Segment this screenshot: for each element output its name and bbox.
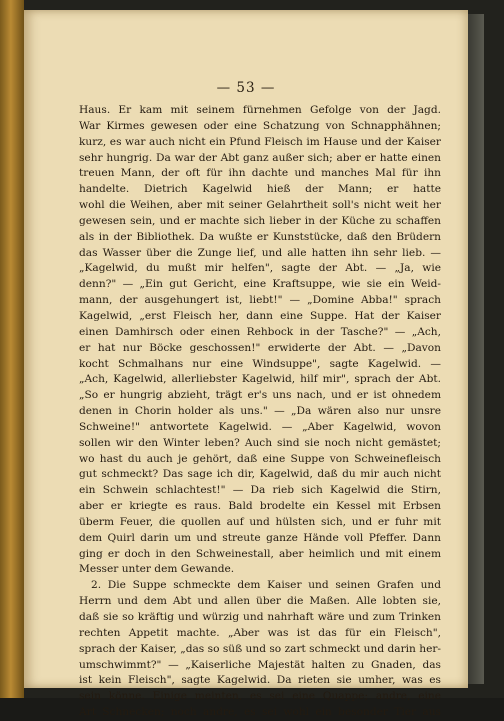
book-cover-edge: [0, 0, 24, 698]
paragraph-2: [79, 578, 441, 721]
text-line: ist kein Fleisch", sagte Kagelwid. Da rieten sie umher, was es: [79, 674, 441, 687]
text-line: Herrn und dem Abt und allen über die Maßen. Alle lobten sie,: [79, 595, 441, 608]
text-line: ein Schwein schlachtest!" — Da rieb sich Kagelwid die Stirn,: [79, 484, 441, 497]
text-line: wohl die Weihen, aber mit seiner Gelahrtheit soll's nicht weit her: [79, 199, 441, 212]
text-line: „Kagelwid, du mußt mir helfen", sagte der Abt. — „Ja, wie: [79, 262, 441, 275]
text-line: Kagelwid, „erst Fleisch her, dann eine Suppe. Hat der Kaiser: [79, 309, 441, 322]
text-line: treuen Mann, der oft für ihn dachte und manches Mal für ihn: [79, 167, 441, 180]
text-line: einen Damhirsch oder einen Rehbock in der Tasche?" — „Ach,: [79, 325, 441, 338]
text-line: sollen wir den Winter leben? Auch sind sie noch nicht gemästet;: [79, 436, 441, 449]
text-line: wo hast du auch je gehört, daß eine Suppe von Schweinefleisch: [79, 452, 441, 465]
text-line: kocht Schmalhans nur eine Windsuppe", sagte Kagelwid. —: [79, 357, 441, 370]
book-right-edge: [468, 14, 484, 684]
text-line: gewesen sein, und er machte sich lieber in der Küche zu schaffen: [79, 214, 441, 227]
text-line: Art Schnecken; noch andre, es sei wohl ein besonder Tier aus: [79, 706, 441, 719]
text-line: das Wasser über die Zunge lief, und alle hatten ihn sehr lieb. —: [79, 246, 441, 259]
text-line: sein könne. Einige meinten, es sei eine Quappe; andre, eine: [79, 690, 441, 703]
text-line: überm Feuer, die quollen auf und hülsten sich, und er fuhr mit: [79, 515, 441, 528]
text-line: dem Quirl darin um und streute ganze Hände voll Pfeffer. Dann: [79, 531, 441, 544]
paragraph-1: [79, 103, 441, 578]
text-line: denn?" — „Ein gut Gericht, eine Kraftsuppe, wie sie ein Weid-: [79, 278, 441, 291]
text-line: „So er hungrig abzieht, trägt er's uns nach, und er ist ohnedem: [79, 389, 441, 402]
text-line: sprach der Kaiser, „das so süß und so zart schmeckt und darin her-: [79, 642, 441, 655]
text-line: kurz, es war auch nicht ein Pfund Fleisch im Hause und der Kaiser: [79, 135, 441, 148]
page-number: — 53 —: [216, 80, 276, 96]
text-line: daß sie so kräftig und würzig und nahrhaft wäre und zum Trinken: [79, 611, 441, 623]
text-line: Haus. Er kam mit seinem fürnehmen Gefolge von der Jagd.: [79, 104, 441, 116]
text-line: ging er doch in den Schweinestall, aber heimlich und mit einem: [79, 547, 441, 560]
text-line: er hat nur Böcke geschossen!" erwiderte der Abt. — „Davon: [79, 341, 441, 354]
text-line: „Ach, Kagelwid, allerliebster Kagelwid, hilf mir", sprach der Abt.: [79, 373, 441, 386]
page-body: [79, 103, 441, 721]
text-line: mann, der ausgehungert ist, liebt!" — „Domine Abba!" sprach: [79, 294, 441, 307]
book-page: [24, 10, 468, 719]
text-line: 2. Die Suppe schmeckte dem Kaiser und seinen Grafen und: [91, 579, 441, 592]
text-line: sehr hungrig. Da war der Abt ganz außer sich; aber er hatte einen: [79, 151, 441, 164]
text-line: aber er kriegte es raus. Bald brodelte ein Kessel mit Erbsen: [79, 500, 441, 513]
text-line: umschwimmt?" — „Kaiserliche Majestät halten zu Gnaden, das: [79, 658, 441, 671]
text-line: rechten Appetit machte. „Aber was ist das für ein Fleisch",: [79, 626, 441, 639]
text-line: Schweine!" antwortete Kagelwid. — „Aber Kagelwid, wovon: [79, 420, 441, 433]
text-line: gut schmeckt? Das sage ich dir, Kagelwid, daß du mir auch nicht: [79, 468, 441, 481]
text-line: als in der Bibliothek. Da wußte er Kunststücke, daß den Brüdern: [79, 230, 441, 243]
text-line: Messer unter dem Gewande.: [79, 563, 235, 576]
text-line: denen in Chorin holder als uns." — „Da wären also nur unsre: [79, 405, 441, 418]
text-line: handelte. Dietrich Kagelwid hieß der Mann; er hatte: [79, 183, 441, 196]
text-line: War Kirmes gewesen oder eine Schatzung von Schnapphähnen;: [79, 119, 441, 132]
